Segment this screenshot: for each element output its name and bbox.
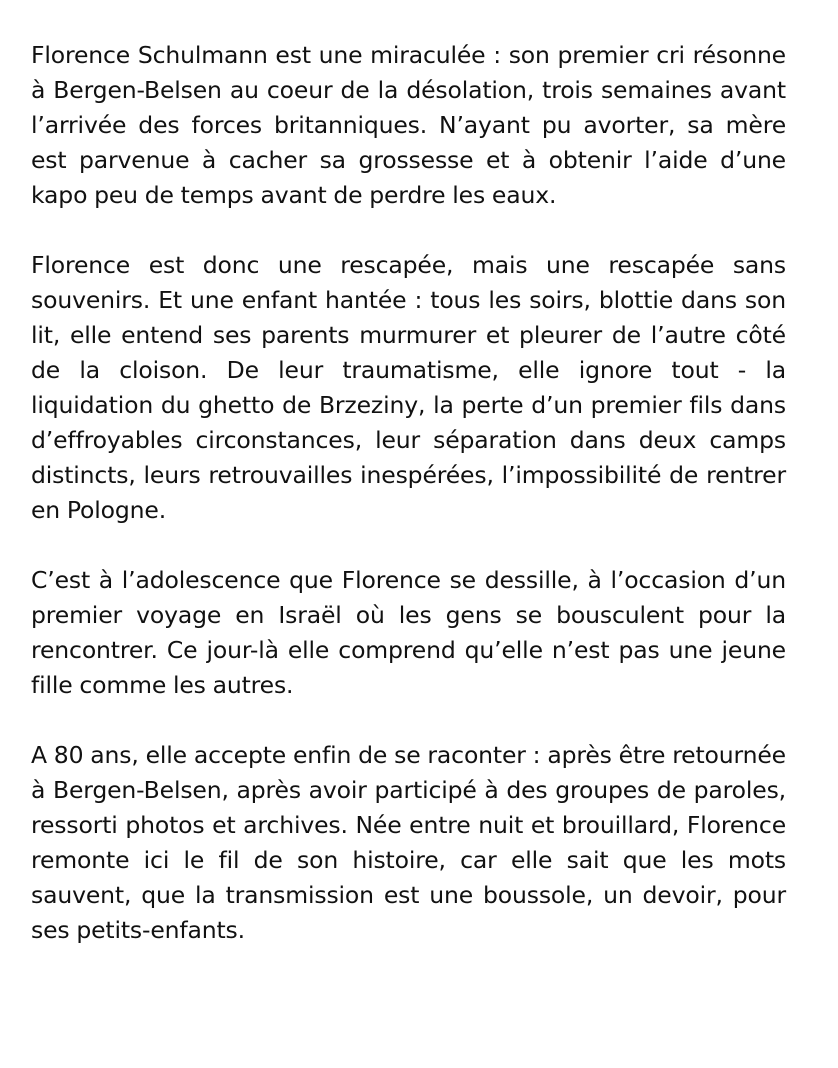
paragraph-4: A 80 ans, elle accepte enfin de se raconter : après être retournée à Bergen-Belsen, après avoir participé à des groupes de paroles, ressorti photos et archives. Née entre nuit et brouillard, Florence remonte ici le fil de son histoire, car elle sait que les mots sauvent, que la transmission est une boussole, un devoir, pour ses petits-enfants. [31, 741, 786, 944]
text-page [31, 38, 786, 948]
paragraph-1: Florence Schulmann est une miraculée : son premier cri résonne à Bergen-Belsen au coeur de la désolation, trois semaines avant l’arrivée des forces britanniques. N’ayant pu avorter, sa mère est parvenue à cacher sa grossesse et à obtenir l’aide d’une kapo peu de temps avant de perdre les eaux. [31, 41, 786, 209]
paragraph-3: C’est à l’adolescence que Florence se dessille, à l’occasion d’un premier voyage en Israël où les gens se bousculent pour la rencontrer. Ce jour-là elle comprend qu’elle n’est pas une jeune fille comme les autres. [31, 566, 786, 699]
paragraph-2: Florence est donc une rescapée, mais une rescapée sans souvenirs. Et une enfant hantée : tous les soirs, blottie dans son lit, elle entend ses parents murmurer et pleurer de l’autre côté de la cloison. De leur traumatisme, elle ignore tout - la liquidation du ghetto de Brzeziny, la perte d’un premier fils dans d’effroyables circonstances, leur séparation dans deux camps distincts, leurs retrouvailles inespérées, l’impossibilité de rentrer en Pologne. [31, 251, 786, 524]
